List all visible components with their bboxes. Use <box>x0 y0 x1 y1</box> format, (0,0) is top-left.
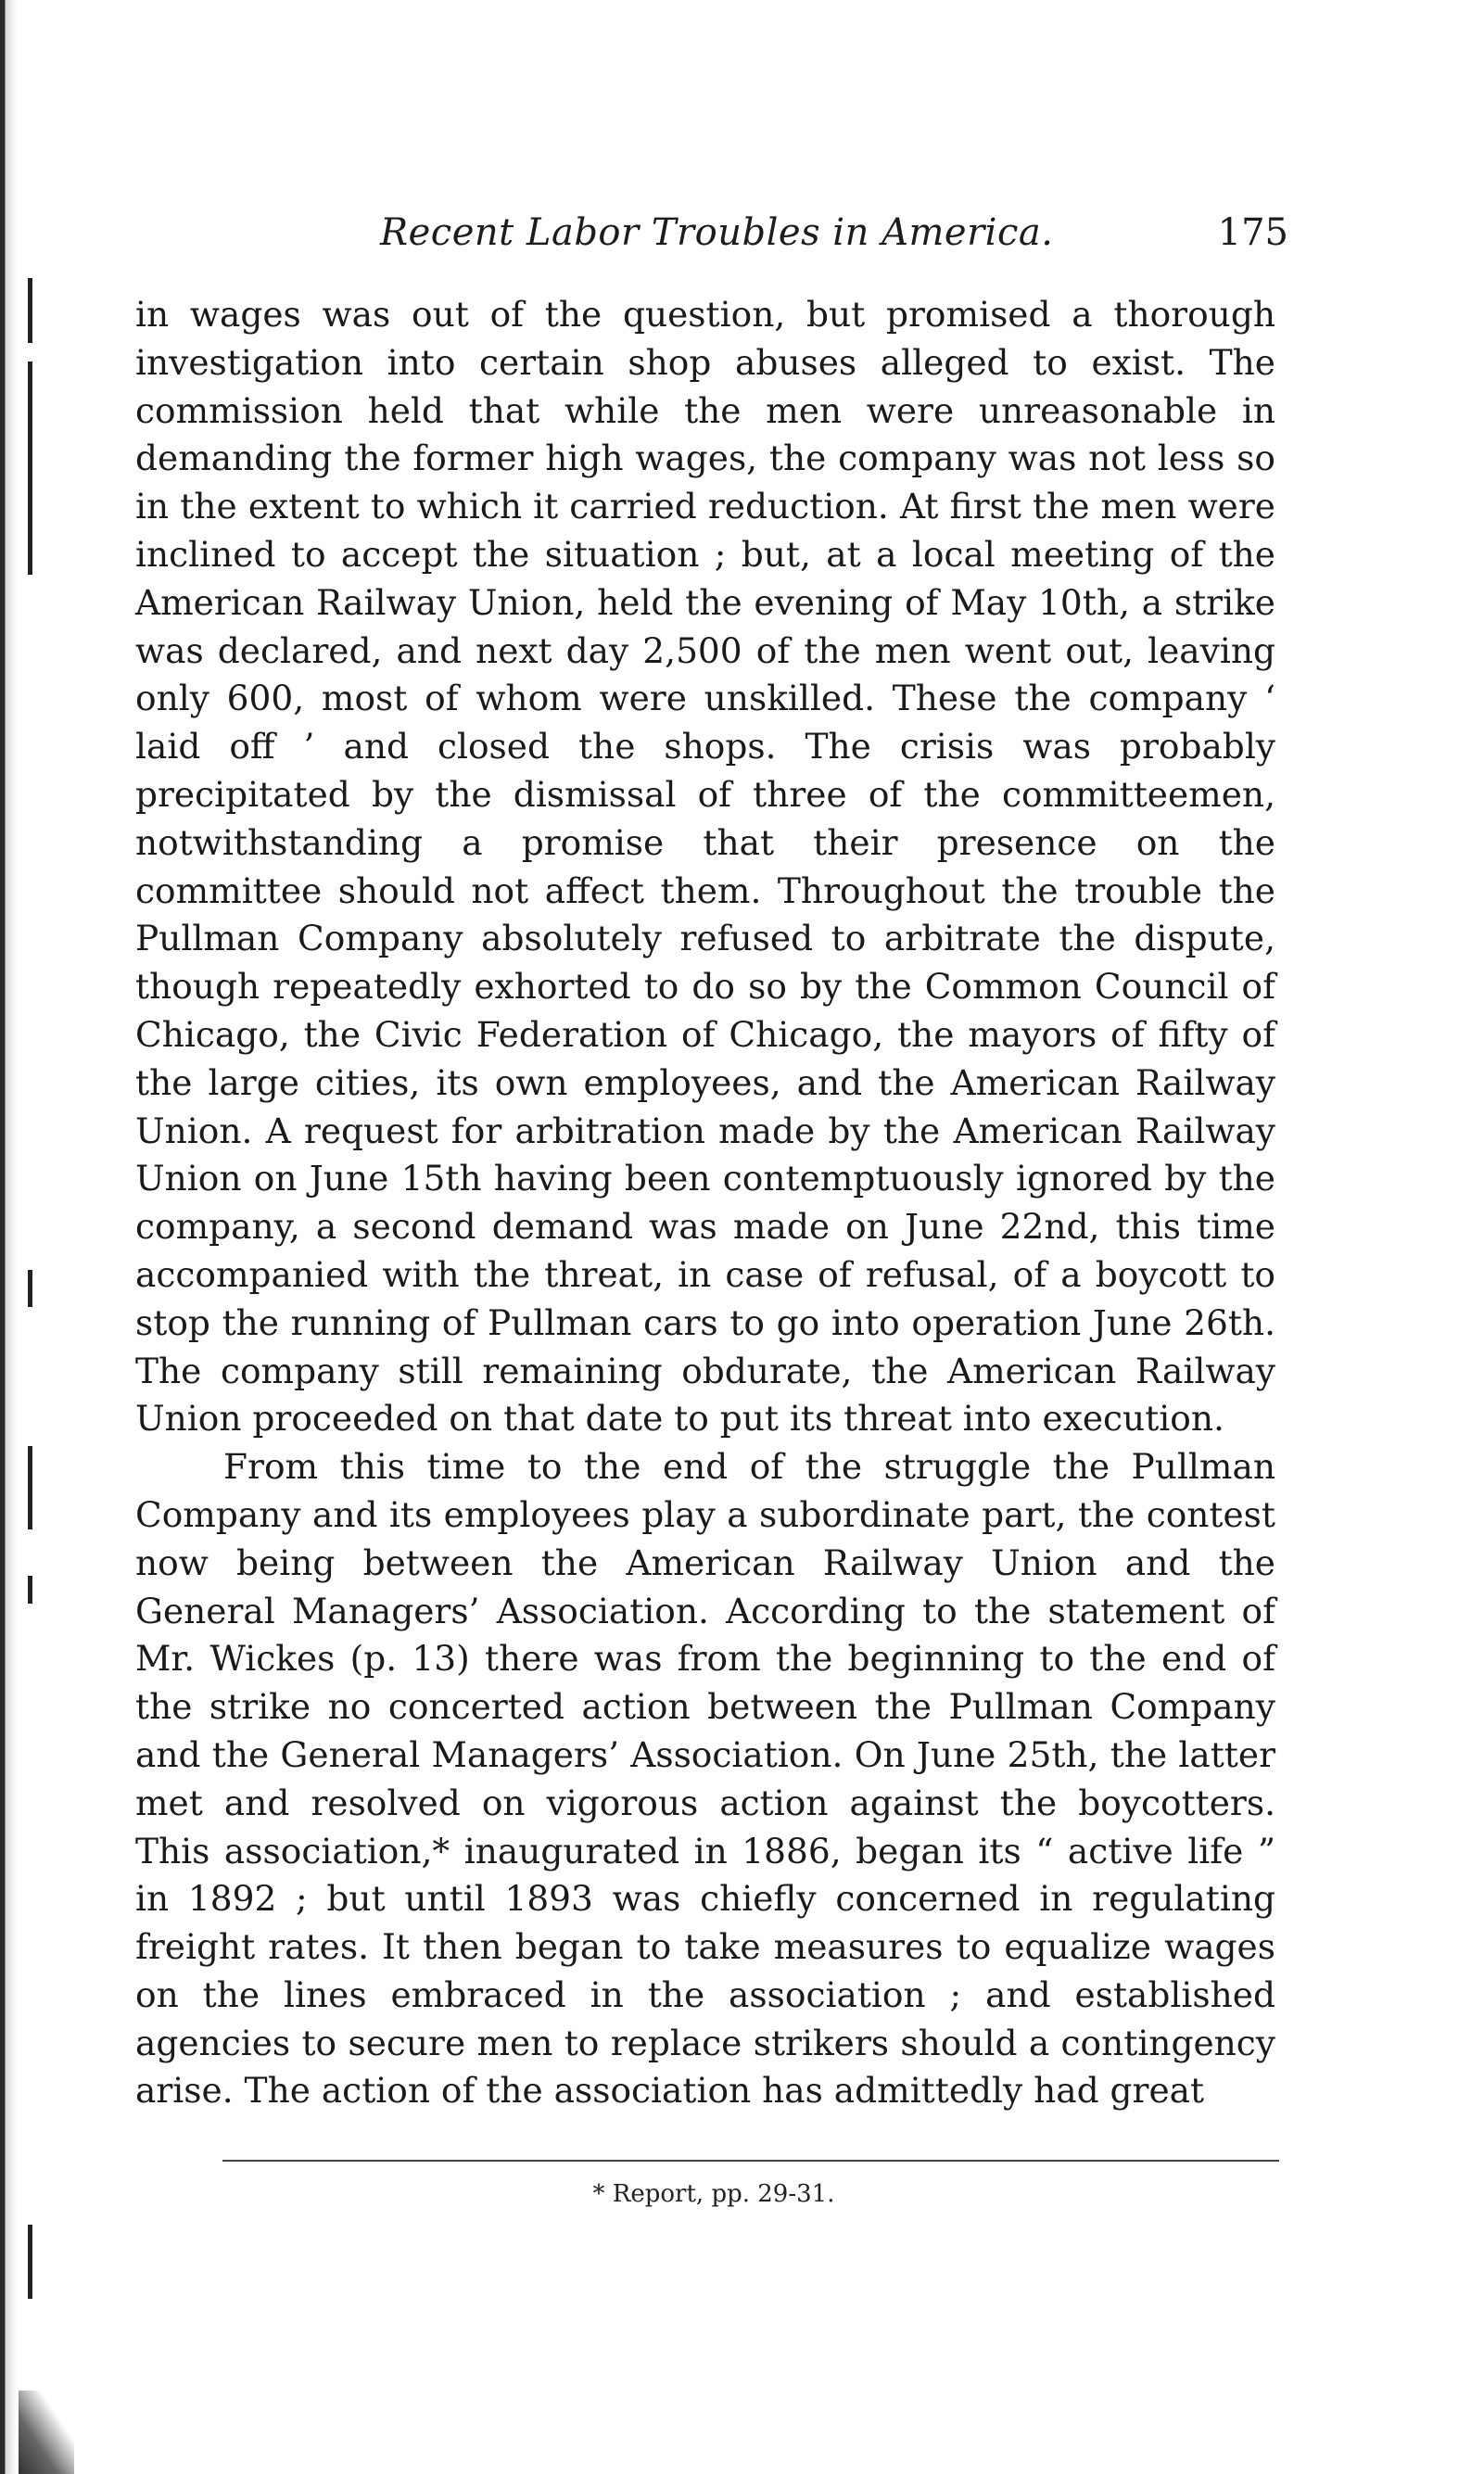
running-title: Recent Labor Troubles in America. <box>380 211 1054 254</box>
binding-mark <box>28 1270 32 1307</box>
binding-mark <box>28 1576 32 1604</box>
binding-mark <box>28 1446 32 1529</box>
footnote-rule <box>222 2160 1279 2162</box>
binding-mark <box>28 278 32 343</box>
body-text <box>135 291 1275 2115</box>
page-binding-edge <box>0 0 17 2474</box>
running-head <box>139 211 1288 267</box>
binding-mark <box>28 2225 32 2299</box>
paragraph: in wages was out of the question, but promised a thorough investigation into certain shop abuses alleged to exist. The commission held that while the men were unreasonable in demanding the former high wages, the company was not less so in the extent to which it carried reduction. At first the men were inclined to accept the situation ; but, at a local meeting of the American Railway Union, held the evening of May 10th, a strike was declared, and next day 2,500 of the men went out, leaving only 600, most of whom were unskilled. These the company ‘ laid off ’ and closed the shops. The crisis was probably precipitated by the dismissal of three of the committeemen, notwithstanding a promise that their presence on the committee should not affect them. Throughout the trouble the Pullman Company absolutely refused to arbitrate the dispute, though repeatedly exhorted to do so by the Common Council of Chicago, the Civic Federation of Chicago, the mayors of fifty of the large cities, its own employees, and the American Railway Union. A request for arbitration made by the American Railway Union on June 15th having been contemptuously ignored by the company, a second demand was made on June 22nd, this time accompanied with the threat, in case of refusal, of a boycott to stop the running of Pullman cars to go into operation June 26th. The company still remaining obdurate, the American Railway Union proceeded on that date to put its threat into execution. <box>135 294 1275 1440</box>
binding-mark <box>28 547 32 570</box>
binding-mark <box>28 362 32 575</box>
paragraph: From this time to the end of the struggle the Pullman Company and its employees play a subordinate part, the contest now being between the American Railway Union and the General Managers’ Association. According to the statement of Mr. Wickes (p. 13) there was from the beginning to the end of the strike no concerted action between the Pullman Company and the General Managers’ Association. On June 25th, the latter met and resolved on vigorous action against the boycotters. This association,* inaugurated in 1886, began its “ active life ” in 1892 ; but until 1893 was chiefly concerned in regulating freight rates. It then began to take measures to equalize wages on the lines embraced in the association ; and established agencies to secure men to replace strikers should a contingency arise. The action of the association has admittedly had great <box>135 1446 1275 2112</box>
page-number: 175 <box>1217 211 1288 254</box>
footnote: * Report, pp. 29-31. <box>592 2180 835 2208</box>
page-corner-mark <box>19 2391 74 2474</box>
